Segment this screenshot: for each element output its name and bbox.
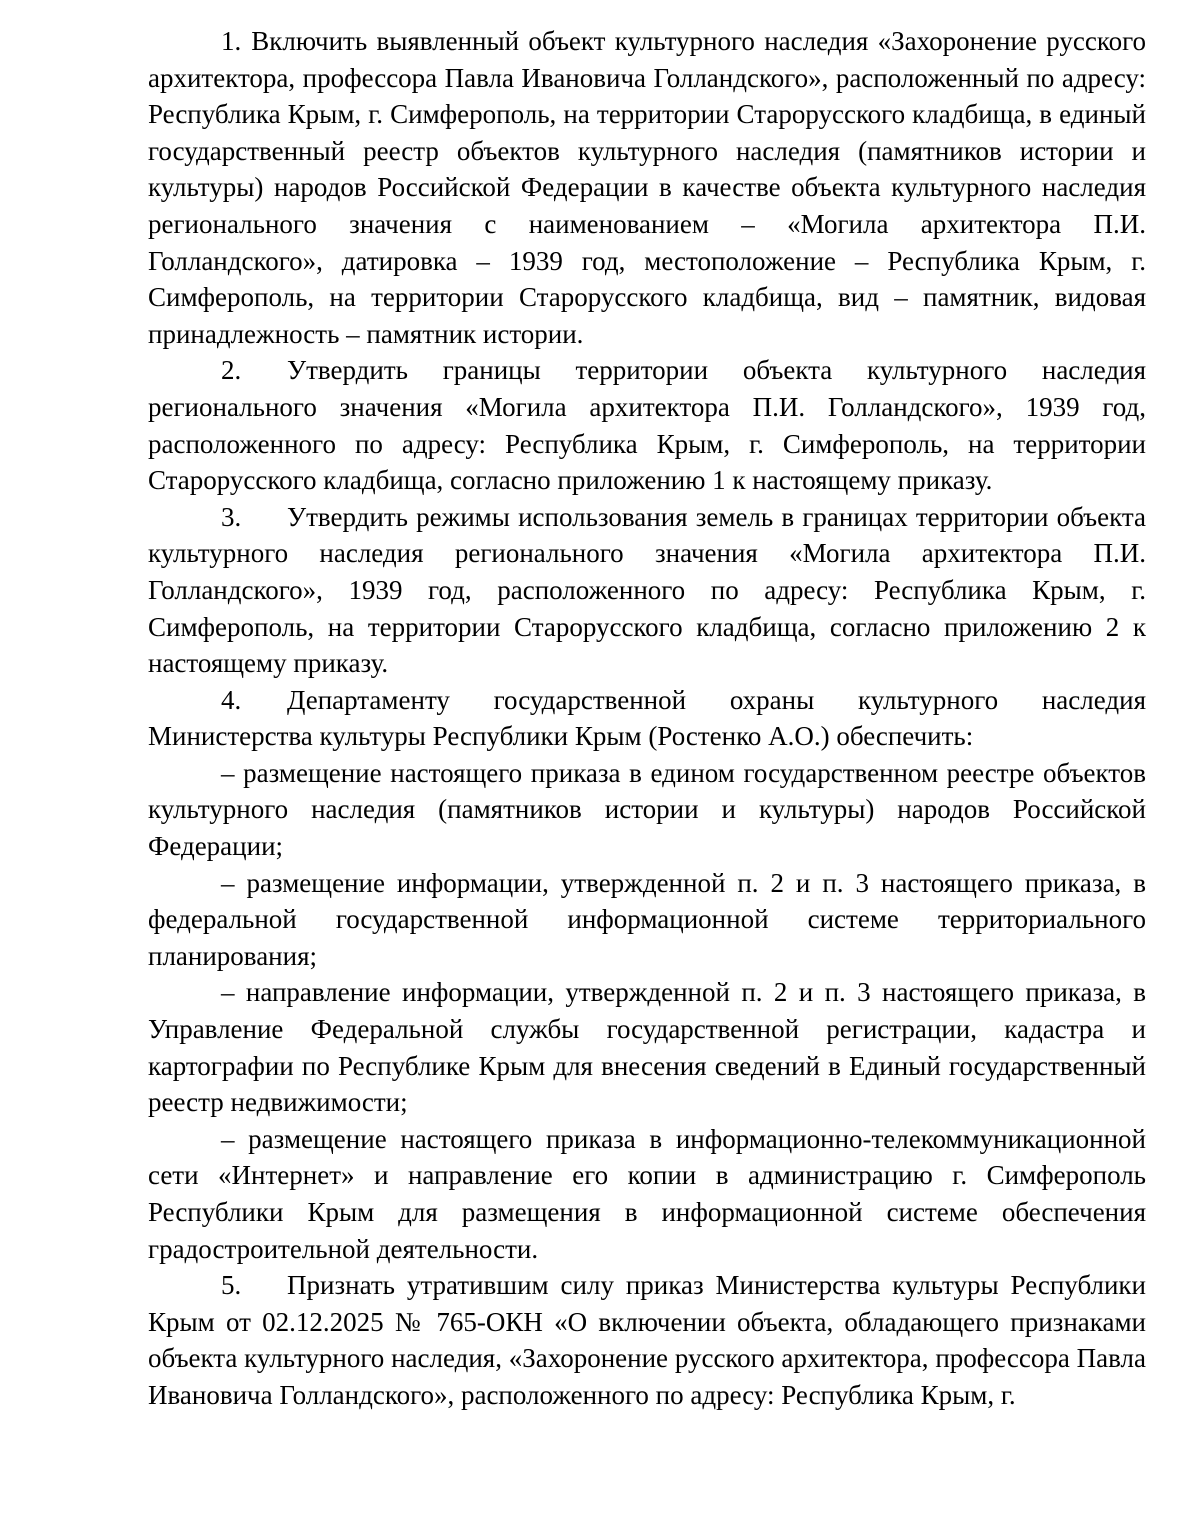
item-2 bbox=[148, 352, 1146, 498]
subitem-1 bbox=[148, 755, 1146, 865]
item-3 bbox=[148, 499, 1146, 682]
item-5 bbox=[148, 1267, 1146, 1413]
item-text: Включить выявленный объект культурного наследия «Захоронение русского архитектора, профессора Павла Ивановича Голландского», расположенный по адресу: Республика Крым, г. Симферополь, на территории Старорусского кладбища, в единый государственный реестр объектов культурного наследия (памятников истории и культуры) народов Российской Федерации в качестве объекта культурного наследия регионального значения с наименованием – «Могила архитектора П.И. Голландского», датировка – 1939 год, местоположение – Республика Крым, г. Симферополь, на территории Старорусского кладбища, вид – памятник, видовая принадлежность – памятник истории. bbox=[148, 26, 1146, 349]
item-1 bbox=[148, 23, 1146, 352]
subitem-text: – размещение информации, утвержденной п. 2 и п. 3 настоящего приказа, в федеральной государственной информационной системе территориального планирования; bbox=[148, 867, 1146, 971]
document-page bbox=[148, 23, 1146, 1414]
item-text: Признать утратившим силу приказ Министерства культуры Республики Крым от 02.12.2025 № 765-ОКН «О включении объекта, обладающего признаками объекта культурного наследия, «Захоронение русского архитектора, профессора Павла Ивановича Голландского», расположенного по адресу: Республика Крым, г. bbox=[148, 1270, 1146, 1410]
item-number: 5. bbox=[221, 1270, 242, 1301]
item-text: Утвердить режимы использования земель в границах территории объекта культурного наследия регионального значения «Могила архитектора П.И. Голландского», 1939 год, расположенного по адресу: Республика Крым, г. Симферополь, на территории Старорусского кладбища, согласно приложению 2 к настоящему приказу. bbox=[148, 501, 1146, 679]
subitem-text: – размещение настоящего приказа в информационно-телекоммуникационной сети «Интернет» и направление его копии в администрацию г. Симферополь Республики Крым для размещения в информационной системе обеспечения градостроительной деятельности. bbox=[148, 1123, 1146, 1264]
item-text: Утвердить границы территории объекта культурного наследия регионального значения «Могила архитектора П.И. Голландского», 1939 год, расположенного по адресу: Республика Крым, г. Симферополь, на территории Старорусского кладбища, согласно приложению 1 к настоящему приказу. bbox=[148, 355, 1146, 496]
subitem-3 bbox=[148, 974, 1146, 1120]
subitem-text: – размещение настоящего приказа в едином государственном реестре объектов культурного наследия (памятников истории и культуры) народов Российской Федерации; bbox=[148, 757, 1146, 862]
item-text: Департаменту государственной охраны культурного наследия Министерства культуры Республики Крым (Ростенко А.О.) обеспечить: bbox=[148, 684, 1146, 752]
subitem-4 bbox=[148, 1121, 1146, 1267]
item-4 bbox=[148, 682, 1146, 755]
subitem-text: – направление информации, утвержденной п. 2 и п. 3 настоящего приказа, в Управление Федеральной службы государственной регистрации, кадастра и картографии по Республике Крым для внесения сведений в Единый государственный реестр недвижимости; bbox=[148, 977, 1146, 1118]
item-number: 2. bbox=[221, 355, 242, 386]
subitem-2 bbox=[148, 865, 1146, 975]
item-number: 1. bbox=[221, 26, 242, 56]
item-number: 3. bbox=[221, 501, 242, 532]
item-number: 4. bbox=[221, 684, 242, 715]
